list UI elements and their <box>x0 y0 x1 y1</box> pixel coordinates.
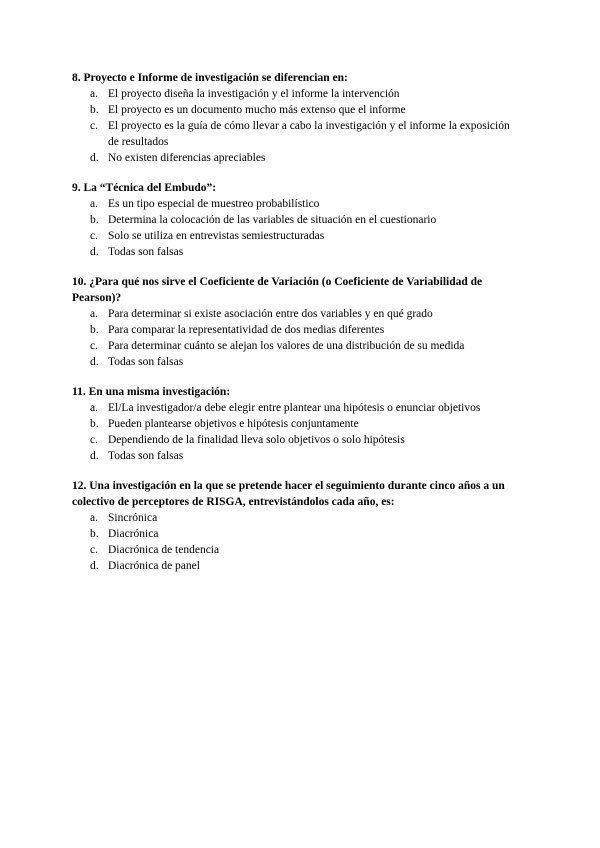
question-title <box>72 478 520 510</box>
option-c: c. Dependiendo de la finalidad lleva solo objetivos o solo hipótesis <box>90 434 405 446</box>
question-8 <box>72 70 520 166</box>
option-d: d. Todas son falsas <box>90 356 184 368</box>
exam-page <box>72 70 520 588</box>
option-a: a. Sincrónica <box>90 512 158 524</box>
option-b: b. Pueden plantearse objetivos e hipótesis conjuntamente <box>90 418 359 430</box>
question-number: 8. <box>72 72 81 84</box>
question-title <box>72 70 520 86</box>
option-a: a. El/La investigador/a debe elegir entre plantear una hipótesis o enunciar objetivos <box>90 402 481 414</box>
option-c: c. Para determinar cuánto se alejan los valores de una distribución de su medida <box>90 340 465 352</box>
question-text: . La “Técnica del Embudo”: <box>77 182 217 194</box>
option-d: d. Todas son falsas <box>90 246 184 258</box>
option-c: c. El proyecto es la guía de cómo llevar a cabo la investigación y el informe la exposición de resultados <box>90 120 510 148</box>
question-10 <box>72 274 520 370</box>
question-12 <box>72 478 520 574</box>
option-d: d. No existen diferencias apreciables <box>90 152 266 164</box>
option-a: a. El proyecto diseña la investigación y el informe la intervención <box>90 88 400 100</box>
question-9 <box>72 180 520 260</box>
question-title <box>72 384 520 400</box>
option-c: c. Solo se utiliza en entrevistas semiestructuradas <box>90 230 325 242</box>
question-text: Proyecto e Informe de investigación se diferencian en: <box>83 72 348 84</box>
option-d: d. Diacrónica de panel <box>90 560 200 572</box>
option-c: c. Diacrónica de tendencia <box>90 544 220 556</box>
question-number: 9 <box>72 182 78 194</box>
option-d: d. Todas son falsas <box>90 450 184 462</box>
question-number: 10 <box>72 276 84 288</box>
options-list <box>72 510 520 574</box>
question-title <box>72 274 520 306</box>
option-a: a. Para determinar si existe asociación entre dos variables y en qué grado <box>90 308 433 320</box>
question-number: 12. <box>72 480 87 492</box>
options-list <box>72 86 520 166</box>
option-b: b. Diacrónica <box>90 528 159 540</box>
options-list <box>72 196 520 260</box>
question-text: . ¿Para qué nos sirve el Coeficiente de Variación (o Coeficiente de Variabilidad de Pearson)? <box>72 276 483 304</box>
question-number: 11. <box>72 386 86 398</box>
option-b: b. Determina la colocación de las variables de situación en el cuestionario <box>90 214 437 226</box>
question-11 <box>72 384 520 464</box>
option-a: a. Es un tipo especial de muestreo probabilístico <box>90 198 320 210</box>
question-text: Una investigación en la que se pretende hacer el seguimiento durante cinco años a un colectivo de perceptores de RISGA, entrevistándolos cada año, es: <box>72 480 505 508</box>
question-title <box>72 180 520 196</box>
options-list <box>72 400 520 464</box>
option-b: b. El proyecto es un documento mucho más extenso que el informe <box>90 104 406 116</box>
option-b: b. Para comparar la representatividad de dos medias diferentes <box>90 324 385 336</box>
options-list <box>72 306 520 370</box>
question-text: En una misma investigación: <box>88 386 231 398</box>
